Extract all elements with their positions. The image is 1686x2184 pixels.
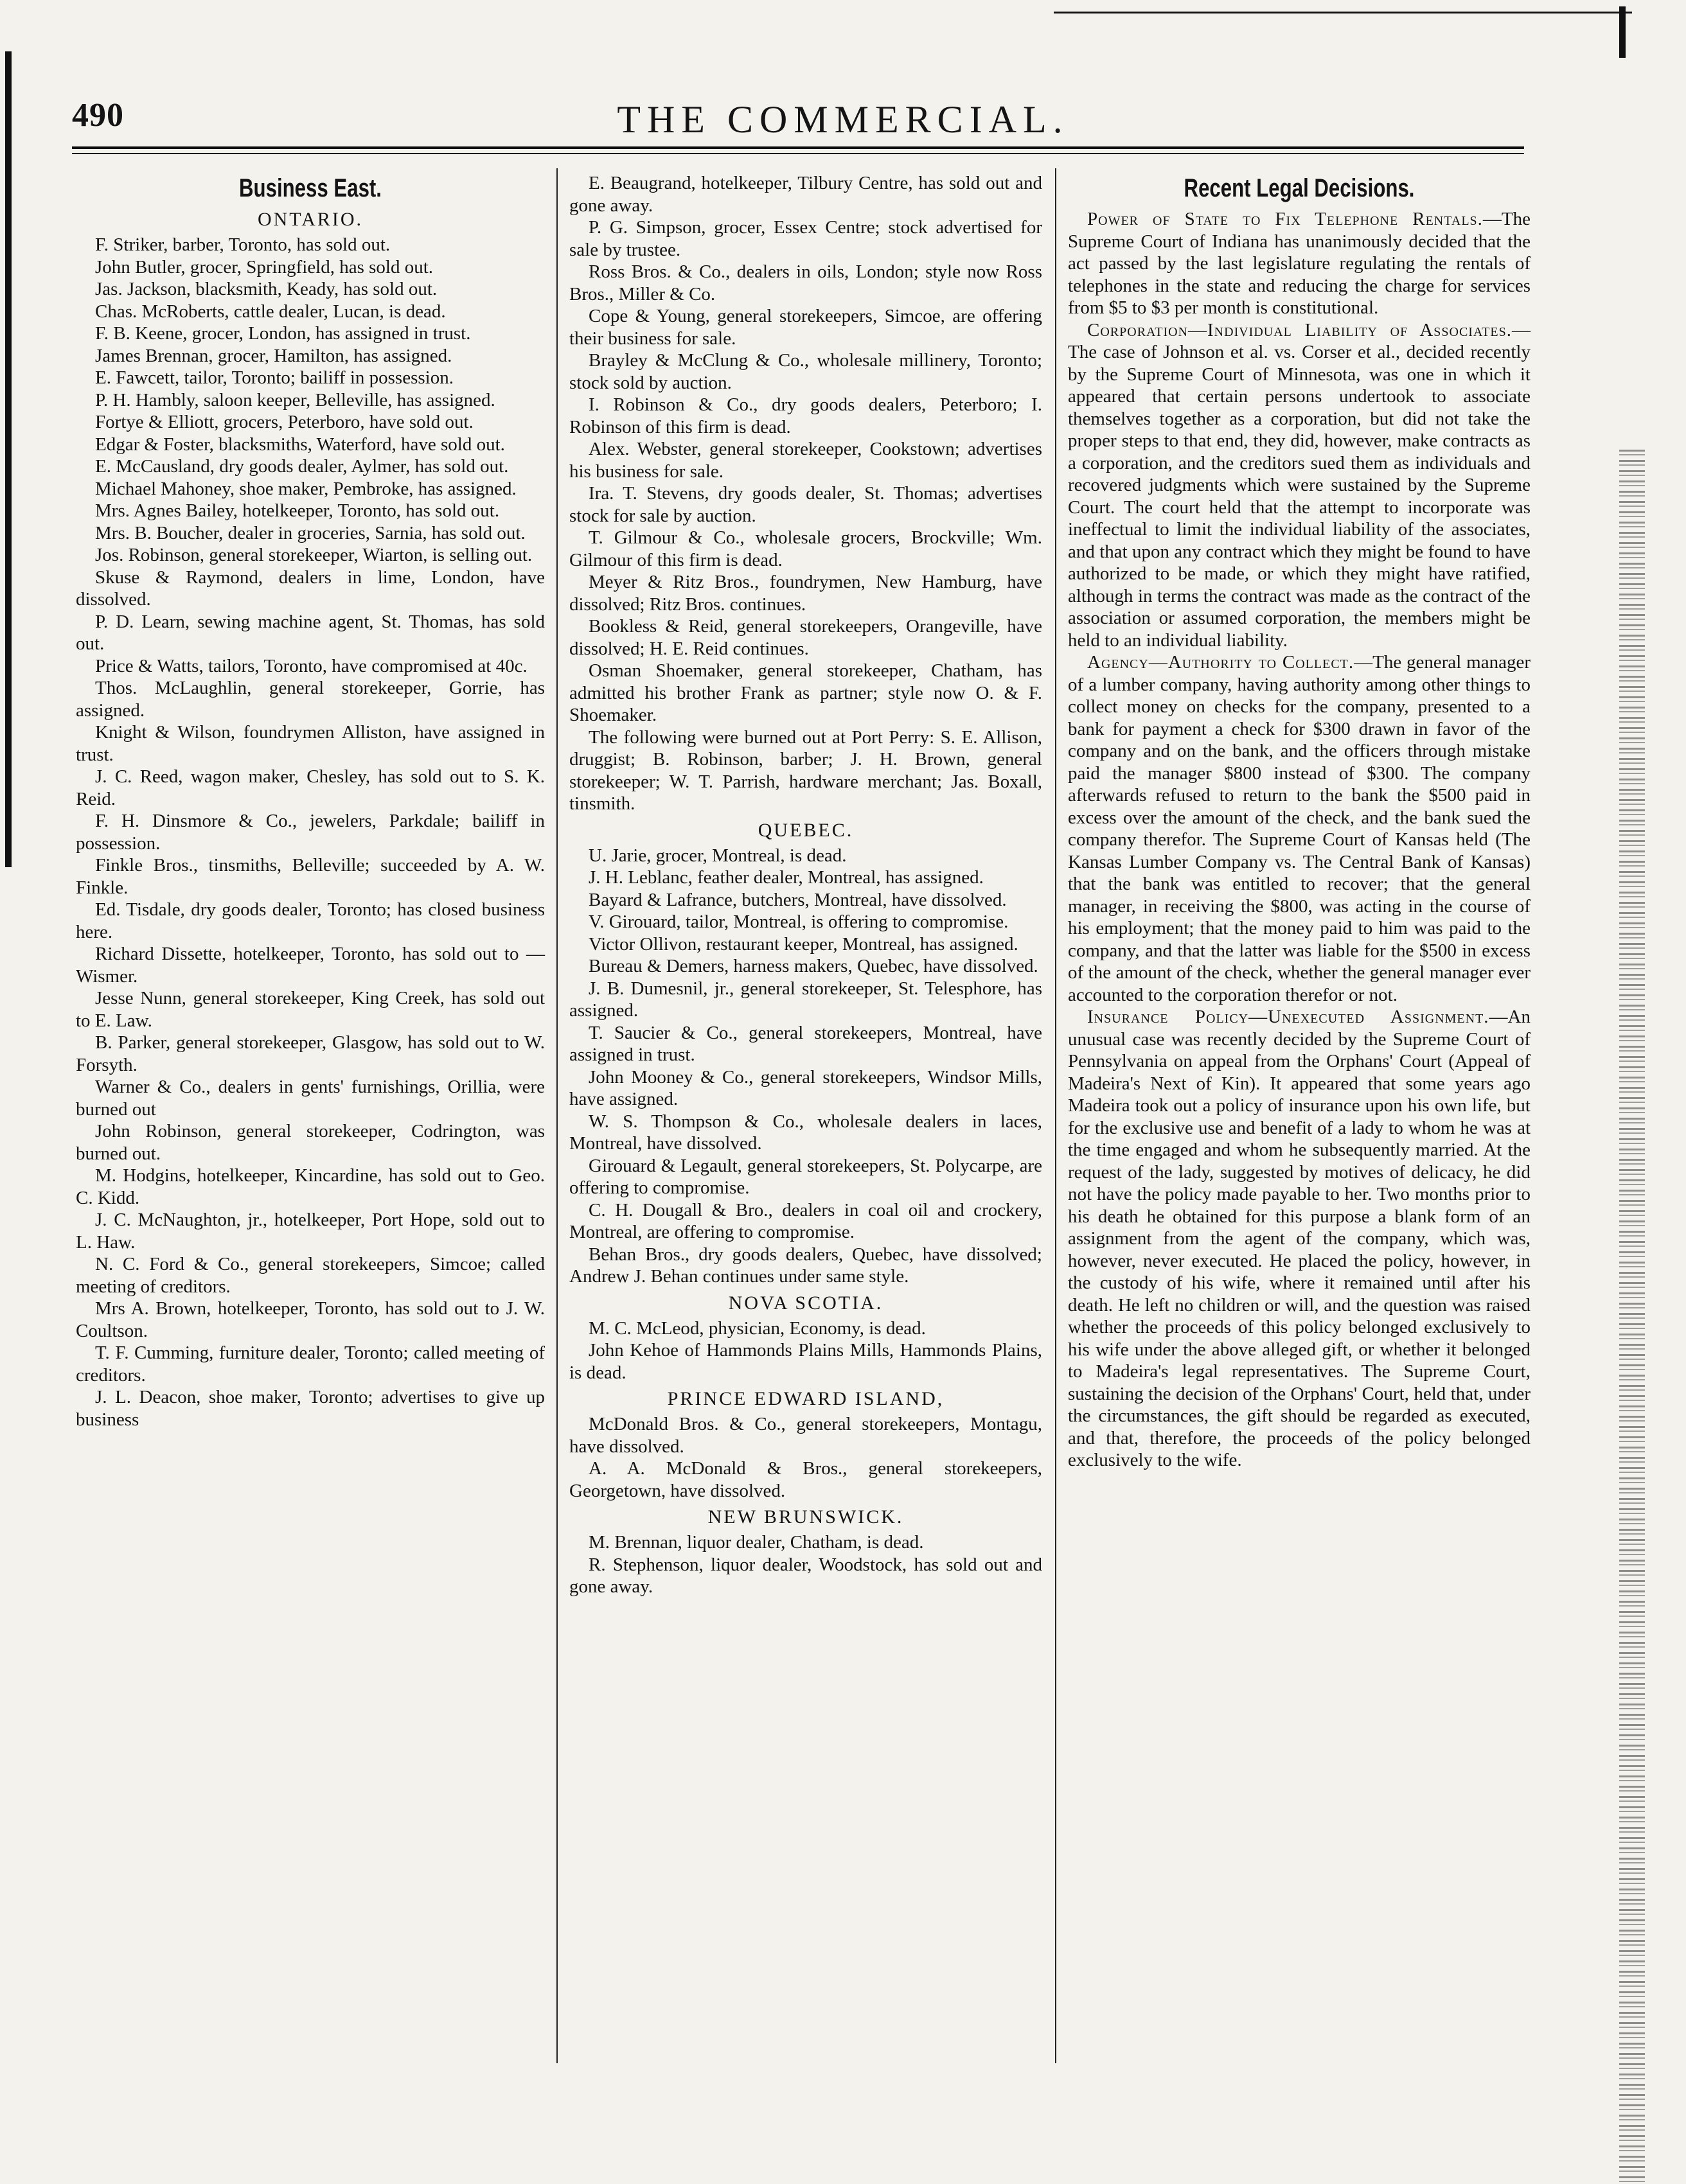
list-item: T. Gilmour & Co., wholesale grocers, Brockville; Wm. Gilmour of this firm is dead. <box>569 527 1042 570</box>
legal-paragraph-text: —The Supreme Court of Indiana has unanimously decided that the act passed by the last legislature regulating the rentals of telephones in the state and reducing the charge for services from $5 to $3 per month is constitutional. <box>1068 209 1531 318</box>
list-item: Fortye & Elliott, grocers, Peterboro, have sold out. <box>95 412 474 432</box>
list-item: Brayley & McClung & Co., wholesale millinery, Toronto; stock sold by auction. <box>569 350 1042 393</box>
legal-paragraph <box>1068 208 1531 319</box>
list-item: A. A. McDonald & Bros., general storekeepers, Georgetown, have dissolved. <box>569 1458 1042 1501</box>
list-item: Jos. Robinson, general storekeeper, Wiarton, is selling out. <box>95 545 533 565</box>
section-pei: PRINCE EDWARD ISLAND, <box>667 1388 945 1409</box>
list-item: Finkle Bros., tinsmiths, Belleville; succeeded by A. W. Finkle. <box>76 855 545 898</box>
list-item: The following were burned out at Port Perry: S. E. Allison, druggist; B. Robinson, barber; J. H. Brown, general storekeeper; W. T. Parrish, hardware merchant; Jas. Boxall, tinsmith. <box>569 727 1042 814</box>
list-item: Behan Bros., dry goods dealers, Quebec, have dissolved; Andrew J. Behan continues under same style. <box>569 1244 1042 1287</box>
list-item: James Brennan, grocer, Hamilton, has assigned. <box>95 345 452 366</box>
heading-legal-decisions: Recent Legal Decisions. <box>1184 174 1415 202</box>
list-item: Knight & Wilson, foundrymen Alliston, have assigned in trust. <box>76 722 545 765</box>
list-item: F. B. Keene, grocer, London, has assigned in trust. <box>95 323 471 344</box>
quebec-list <box>569 845 1042 1288</box>
legal-paragraph-lead: Insurance Policy—Unexecuted Assignment. <box>1087 1007 1489 1027</box>
list-item: McDonald Bros. & Co., general storekeepers, Montagu, have dissolved. <box>569 1414 1042 1457</box>
legal-paragraph <box>1068 319 1531 652</box>
section-nova-scotia: NOVA SCOTIA. <box>728 1292 883 1314</box>
list-item: J. C. McNaughton, jr., hotelkeeper, Port Hope, sold out to L. Haw. <box>76 1210 545 1253</box>
list-item: W. S. Thompson & Co., wholesale dealers in laces, Montreal, have dissolved. <box>569 1111 1042 1154</box>
legal-paragraph-text: —An unusual case was recently decided by the Supreme Court of Pennsylvania on appeal from the Orphans' Court (Appeal of Madeira's Next of Kin). It appeared that some years ago Madeira took out a policy of insurance upon his own life, but for the exclusive use and benefit of a lady to whom he was at the time engaged and whom he subsequently married. At the request of the lady, suggested by motives of delicacy, he did not have the policy made payable to her. Two months prior to his death he obtained for this purpose a blank form of an assignment from the agent of the company, which was, however, never executed. He placed the policy, however, in the custody of his wife, where it remained until after his death. He left no children or will, and the question was raised whether the proceeds of this policy belonged exclusively to his wife under the above alleged gift, or whether it belonged to Madeira's legal representatives. The Supreme Court, sustaining the decision of the Orphans' Court, held that, under the circumstances, the gift should be regarded as executed, and that, therefore, the proceeds of the policy belonged exclusively to the wife. <box>1068 1007 1531 1470</box>
column-divider-1 <box>556 168 558 2063</box>
column-legal-decisions <box>1068 172 1531 1472</box>
list-item: J. H. Leblanc, feather dealer, Montreal, has assigned. <box>589 867 984 888</box>
list-item: F. H. Dinsmore & Co., jewelers, Parkdale; bailiff in possession. <box>76 811 545 854</box>
legal-paragraph <box>1068 1006 1531 1472</box>
list-item: Thos. McLaughlin, general storekeeper, Gorrie, has assigned. <box>76 678 545 721</box>
new-brunswick-list <box>569 1531 1042 1598</box>
list-item: Ross Bros. & Co., dealers in oils, London; style now Ross Bros., Miller & Co. <box>569 261 1042 304</box>
list-item: Bayard & Lafrance, butchers, Montreal, have dissolved. <box>589 889 1007 910</box>
list-item: E. McCausland, dry goods dealer, Aylmer, has sold out. <box>95 456 509 477</box>
list-item: P. D. Learn, sewing machine agent, St. Thomas, has sold out. <box>76 611 545 654</box>
list-item: Meyer & Ritz Bros., foundrymen, New Hamburg, have dissolved; Ritz Bros. continues. <box>569 572 1042 615</box>
list-item: T. F. Cumming, furniture dealer, Toronto; called meeting of creditors. <box>76 1343 545 1386</box>
list-item: Bookless & Reid, general storekeepers, Orangeville, have dissolved; H. E. Reid continues. <box>569 616 1042 659</box>
list-item: U. Jarie, grocer, Montreal, is dead. <box>589 845 847 866</box>
list-item: Osman Shoemaker, general storekeeper, Chatham, has admitted his brother Frank as partner; style now O. & F. Shoemaker. <box>569 660 1042 725</box>
list-item: F. Striker, barber, Toronto, has sold out. <box>95 234 391 255</box>
column-business-east <box>76 172 545 1431</box>
list-item: B. Parker, general storekeeper, Glasgow, has sold out to W. Forsyth. <box>76 1032 545 1075</box>
section-ontario: ONTARIO. <box>257 209 364 230</box>
pei-list <box>569 1413 1042 1502</box>
masthead-rule-thin <box>72 153 1524 154</box>
top-rule-end <box>1619 6 1626 58</box>
list-item: Victor Ollivon, restaurant keeper, Montreal, has assigned. <box>589 933 1018 955</box>
legal-paragraph-lead: Agency—Authority to Collect. <box>1087 652 1354 673</box>
list-item: Jas. Jackson, blacksmith, Keady, has sold out. <box>95 279 438 299</box>
list-item: E. Beaugrand, hotelkeeper, Tilbury Centre, has sold out and gone away. <box>569 173 1042 216</box>
list-item: Ed. Tisdale, dry goods dealer, Toronto; has closed business here. <box>76 899 545 942</box>
list-item: Alex. Webster, general storekeeper, Cookstown; advertises his business for sale. <box>569 439 1042 482</box>
list-item: Mrs. Agnes Bailey, hotelkeeper, Toronto, has sold out. <box>95 500 500 521</box>
page-number: 490 <box>72 97 124 134</box>
list-item: Mrs A. Brown, hotelkeeper, Toronto, has sold out to J. W. Coultson. <box>76 1298 545 1341</box>
list-item: N. C. Ford & Co., general storekeepers, Simcoe; called meeting of creditors. <box>76 1254 545 1297</box>
list-item: Jesse Nunn, general storekeeper, King Creek, has sold out to E. Law. <box>76 988 545 1031</box>
list-item: Bureau & Demers, harness makers, Quebec, have dissolved. <box>589 956 1038 976</box>
list-item: Edgar & Foster, blacksmiths, Waterford, have sold out. <box>95 434 505 455</box>
list-item: Price & Watts, tailors, Toronto, have compromised at 40c. <box>95 655 528 676</box>
list-item: Richard Dissette, hotelkeeper, Toronto, has sold out to — Wismer. <box>76 944 545 987</box>
list-item: Ira. T. Stevens, dry goods dealer, St. Thomas; advertises stock for sale by auction. <box>569 483 1042 526</box>
list-item: C. H. Dougall & Bro., dealers in coal oil and crockery, Montreal, are offering to compromise. <box>569 1199 1042 1242</box>
list-item: John Kehoe of Hammonds Plains Mills, Hammonds Plains, is dead. <box>569 1340 1042 1383</box>
legal-paragraph-lead: Corporation—Individual Liability of Associates. <box>1087 319 1512 340</box>
list-item: I. Robinson & Co., dry goods dealers, Peterboro; I. Robinson of this firm is dead. <box>569 394 1042 437</box>
top-rule-fragment <box>1054 12 1632 13</box>
list-item: J. C. Reed, wagon maker, Chesley, has sold out to S. K. Reid. <box>76 766 545 809</box>
list-item: Chas. McRoberts, cattle dealer, Lucan, is dead. <box>95 301 446 322</box>
list-item: John Mooney & Co., general storekeepers, Windsor Mills, have assigned. <box>569 1066 1042 1109</box>
list-item: E. Fawcett, tailor, Toronto; bailiff in possession. <box>95 367 454 388</box>
list-item: J. L. Deacon, shoe maker, Toronto; advertises to give up business <box>76 1387 545 1430</box>
list-item: Skuse & Raymond, dealers in lime, London, have dissolved. <box>76 567 545 610</box>
ontario-list <box>76 234 545 1431</box>
list-item: P. H. Hambly, saloon keeper, Belleville, has assigned. <box>95 389 495 410</box>
list-item: Michael Mahoney, shoe maker, Pembroke, has assigned. <box>95 478 517 499</box>
list-item: V. Girouard, tailor, Montreal, is offering to compromise. <box>589 911 1009 932</box>
legal-paragraphs <box>1068 208 1531 1472</box>
nova-scotia-list <box>569 1317 1042 1384</box>
list-item: M. Brennan, liquor dealer, Chatham, is dead. <box>589 1532 924 1553</box>
legal-paragraph-text: —The general manager of a lumber company, having authority among other things to collect money on checks for the company, presented to a bank for payment a check for $300 drawn in favor of the company and on the bank, and the officers through mistake paid the manager $800 instead of $300. The company afterwards refused to return to the bank the $500 paid in excess over the amount of the check, and the bank sued the company therefor. The Supreme Court of Kansas held (The Kansas Lumber Company vs. The Central Bank of Kansas) that the bank was entitled to recover; that the general manager, in receiving the $800, was acting in the course of his employment; that the money paid to him was paid to the company, and that the latter was liable for the $500 in excess of the amount of the check, whether the general manager ever accounted to the corporation therefor or not. <box>1068 652 1531 1005</box>
section-new-brunswick: NEW BRUNSWICK. <box>707 1506 904 1528</box>
list-item: M. C. McLeod, physician, Economy, is dead. <box>589 1317 926 1339</box>
list-item: T. Saucier & Co., general storekeepers, Montreal, have assigned in trust. <box>569 1022 1042 1065</box>
list-item: R. Stephenson, liquor dealer, Woodstock, has sold out and gone away. <box>569 1554 1042 1597</box>
masthead-title: THE COMMERCIAL. <box>617 98 1069 141</box>
list-item: Mrs. B. Boucher, dealer in groceries, Sarnia, has sold out. <box>95 522 526 543</box>
ontario-list-cont <box>569 172 1042 815</box>
legal-paragraph-lead: Power of State to Fix Telephone Rentals. <box>1087 209 1483 229</box>
list-item: John Butler, grocer, Springfield, has sold out. <box>95 256 434 277</box>
scan-edge-bar <box>5 51 12 867</box>
list-item: Cope & Young, general storekeepers, Simcoe, are offering their business for sale. <box>569 306 1042 349</box>
masthead-rule-thick <box>72 146 1524 149</box>
heading-business-east: Business East. <box>239 174 382 202</box>
list-item: Girouard & Legault, general storekeepers, St. Polycarpe, are offering to compromise. <box>569 1155 1042 1198</box>
section-quebec: QUEBEC. <box>758 819 854 841</box>
legal-paragraph <box>1068 651 1531 1006</box>
list-item: M. Hodgins, hotelkeeper, Kincardine, has sold out to Geo. C. Kidd. <box>76 1165 545 1208</box>
list-item: J. B. Dumesnil, jr., general storekeeper, St. Telesphore, has assigned. <box>569 978 1042 1021</box>
column-divider-2 <box>1055 168 1056 2063</box>
list-item: P. G. Simpson, grocer, Essex Centre; stock advertised for sale by trustee. <box>569 217 1042 260</box>
column-business-east-cont <box>569 172 1042 1598</box>
scan-edge-noise <box>1619 450 1645 2184</box>
list-item: Warner & Co., dealers in gents' furnishings, Orillia, were burned out <box>76 1077 545 1120</box>
list-item: John Robinson, general storekeeper, Codrington, was burned out. <box>76 1121 545 1164</box>
legal-paragraph-text: —The case of Johnson et al. vs. Corser et al., decided recently by the Supreme Court of Minnesota, was one in which it appeared that certain persons undertook to associate themselves together as a corporation, but did not take the proper steps to that end, they did, however, make contracts as a corporation, and the creditors sued them as individuals and recovered judgments which were sustained by the Supreme Court. The court held that the attempt to incorporate was ineffectual to limit the individual liability of the associates, and that upon any contract which they might be found to have authorized to be made, or which they might have ratified, although in terms the contract was made as the contract of the association or assumed corporation, the members might be held to an individual liability. <box>1068 319 1531 651</box>
